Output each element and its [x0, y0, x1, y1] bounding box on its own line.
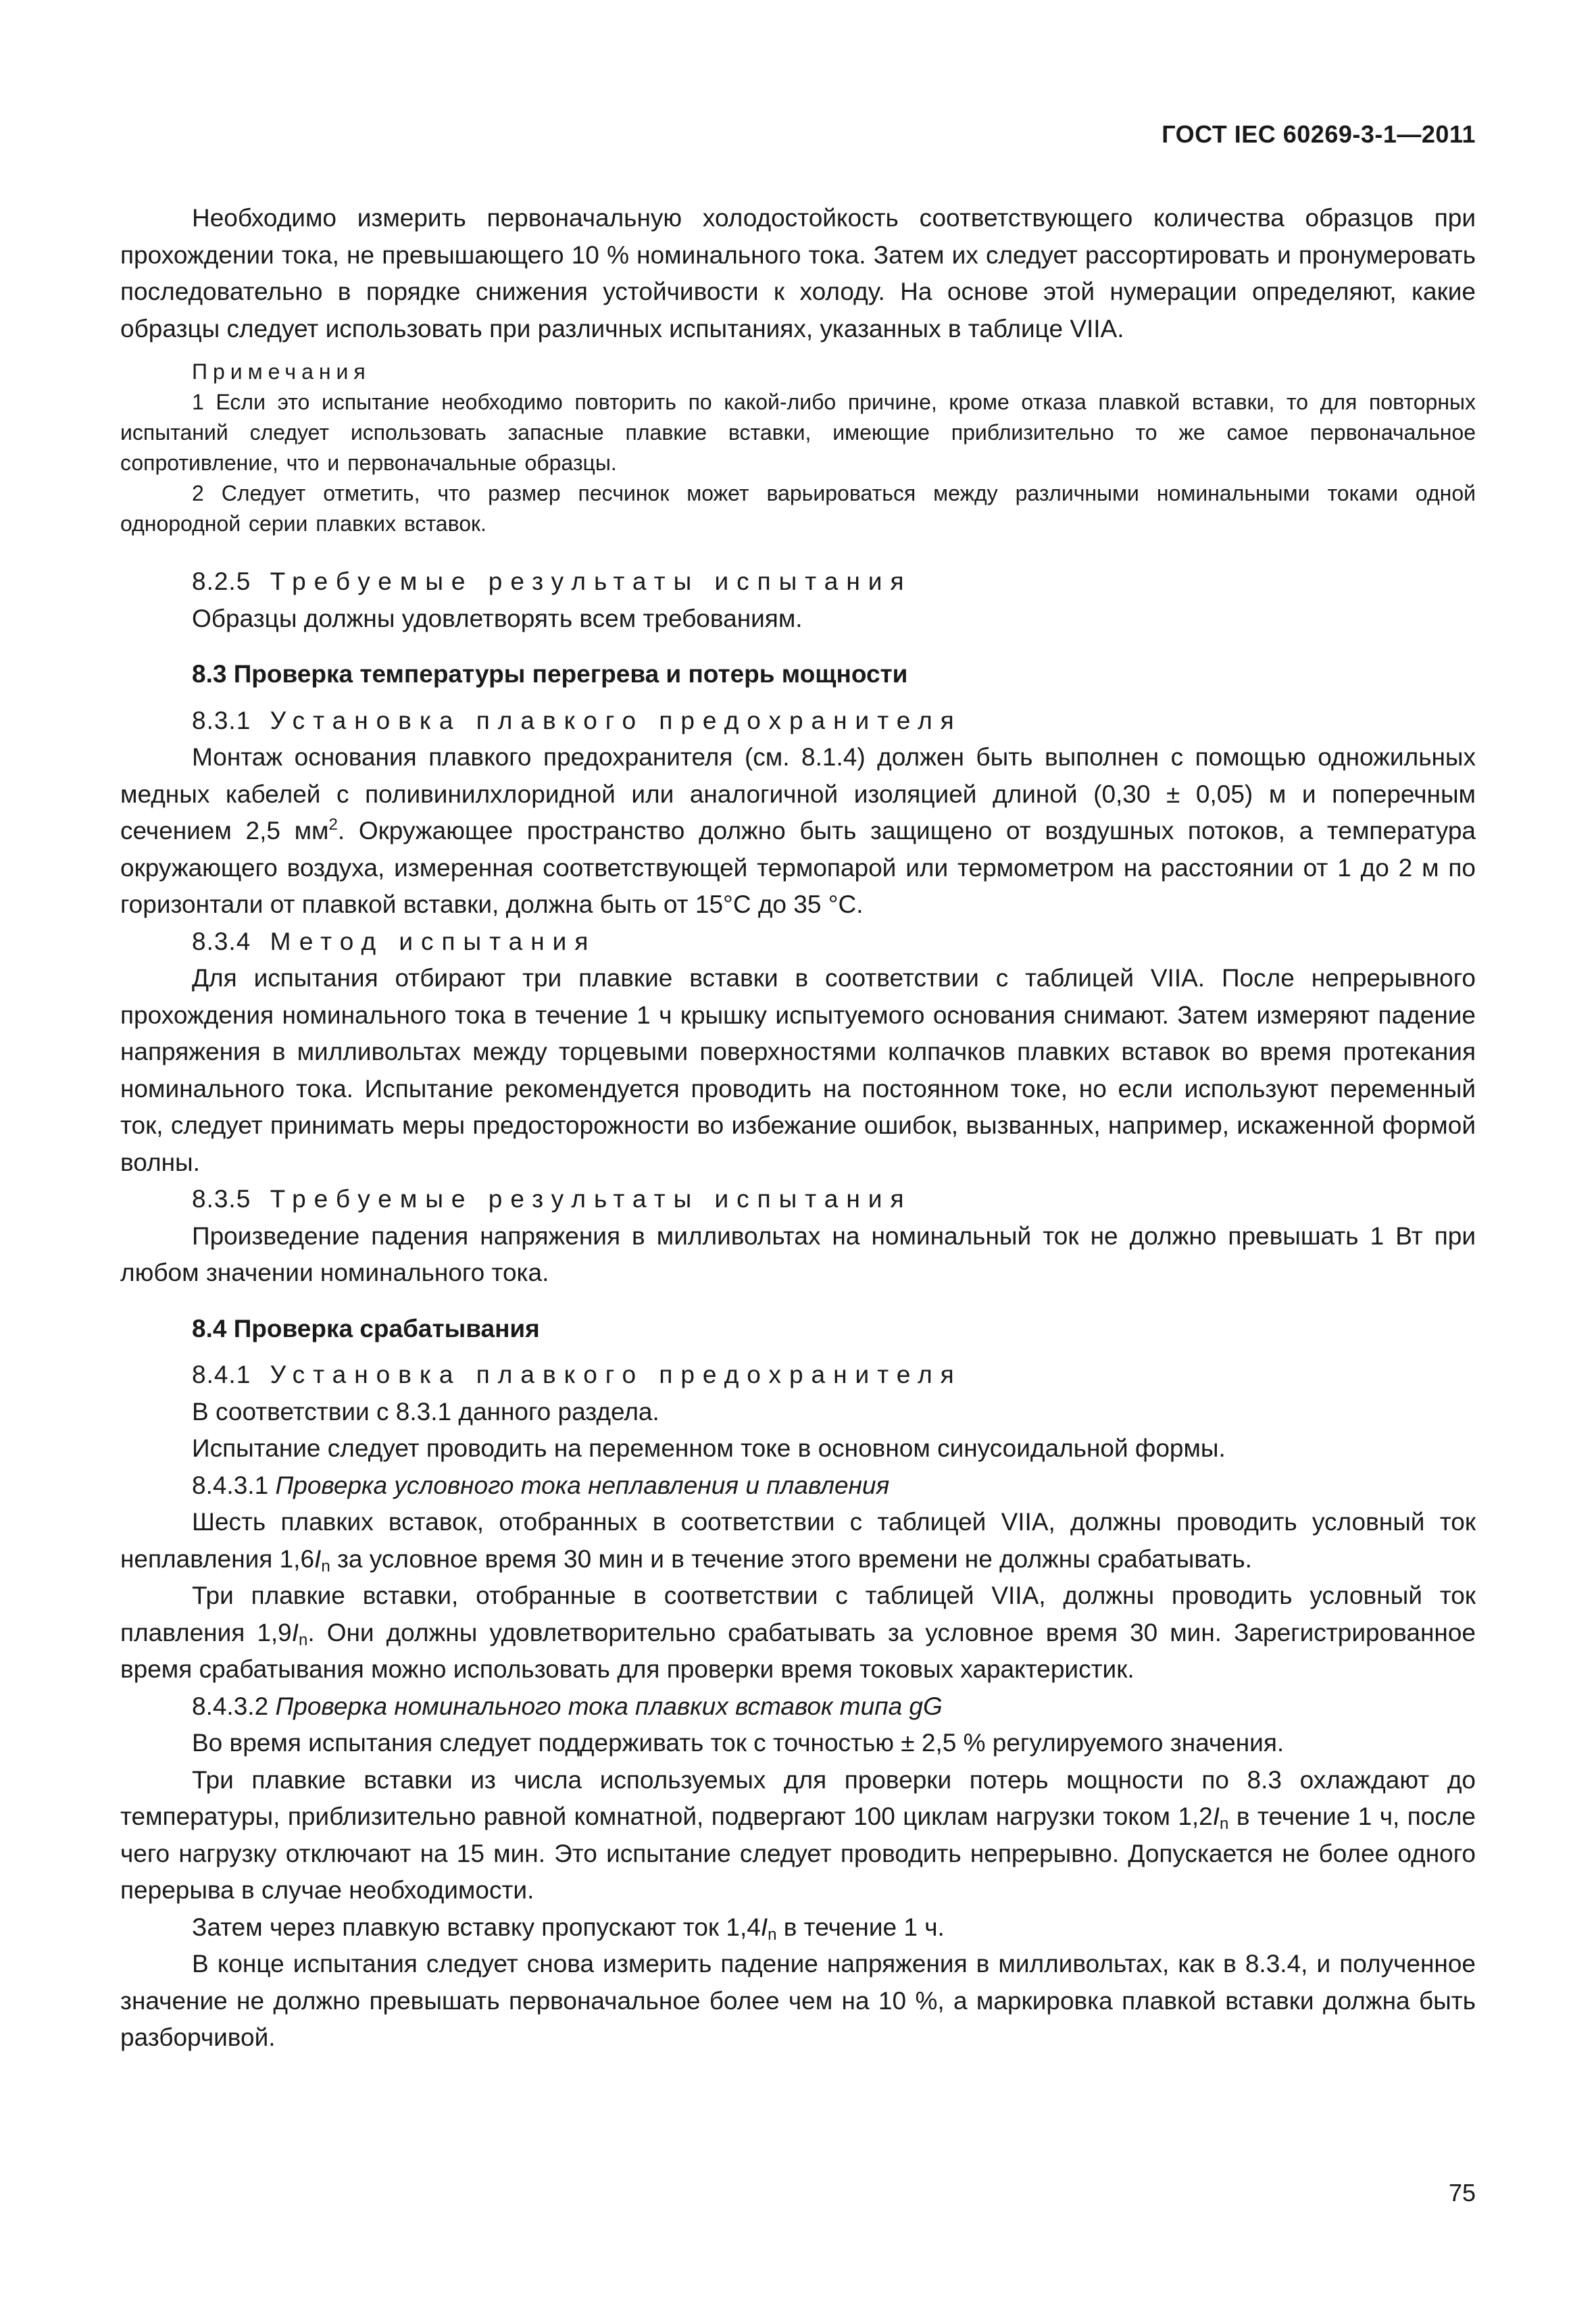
text-run: за условное время 30 мин и в течение этого времени не должны срабатывать.: [330, 1544, 1252, 1573]
section-8-4-1-text-2: Испытание следует проводить на переменном токе в основном синусоидальной формы.: [192, 1434, 1226, 1462]
section-8-3-5-heading: [120, 1181, 1476, 1218]
section-8-4-3-1-text-1: [120, 1504, 1476, 1578]
section-8-2-5-text: Образцы должны удовлетворять всем требованиям.: [192, 604, 803, 632]
section-number: 8.3.5: [192, 1185, 251, 1213]
text-run: Монтаж основания плавкого предохранителя (см. 8.1.4) должен быть выполнен с помощью одножильных медных кабелей с поливинилхлоридной или аналогичной изоляцией длиной (0,30 ± 0,05) м и поперечным сечением 2,5 мм: [120, 743, 1476, 845]
section-title: Установка плавкого предохранителя: [270, 706, 962, 734]
note-1: 1 Если это испытание необходимо повторить по какой-либо причине, кроме отказа плавкой вставки, то для повторных испытаний следует использовать запасные плавкие вставки, имеющие приблизительно то же самое первоначальное сопротивление, что и первоначальные образцы.: [120, 390, 1476, 475]
section-8-3-1-text: [120, 739, 1476, 924]
section-8-4-heading: 8.4 Проверка срабатывания: [192, 1314, 540, 1342]
notes-label: Примечания: [192, 359, 371, 384]
section-number: 8.2.5: [192, 568, 251, 595]
section-8-4-3-2-text-4: В конце испытания следует снова измерить падение напряжения в милливольтах, как в 8.3.4, и полученное значение не должно превышать первоначальное более чем на 10 %, а маркировка плавкой вставки должна быть разборчивой.: [120, 1950, 1476, 2051]
section-8-4-3-2-text-3: [120, 1909, 1476, 1946]
text-run: . Они должны удовлетворительно срабатывать за условное время 30 мин. Зарегистрированное время срабатывания можно использовать для проверки время токовых характеристик.: [120, 1618, 1476, 1683]
text-run: Три плавкие вставки из числа используемых для проверки потерь мощности по 8.3 охлаждают до температуры, приблизительно равной комнатной, подвергают 100 циклам нагрузки током 1,2: [120, 1765, 1476, 1830]
section-8-4-3-2-text-2: [120, 1762, 1476, 1909]
section-8-2-5-heading: [120, 563, 1476, 601]
text-run: Затем через плавкую вставку пропускают ток 1,4: [192, 1913, 761, 1941]
current-symbol: I: [291, 1618, 299, 1646]
section-title: Проверка условного тока неплавления и плавления: [275, 1471, 890, 1499]
section-8-3-1-heading: [120, 703, 1476, 740]
subscript: n: [1220, 1815, 1229, 1833]
section-8-3-4-text: Для испытания отбирают три плавкие вставки в соответствии с таблицей VIIA. После непрерывного прохождения номинального тока в течение 1 ч крышку испытуемого основания снимают. Затем измеряют падение напряжения в милливольтах между торцевыми поверхностями колпачков плавких вставок во время протекания номинального тока. Испытание рекомендуется проводить на постоянном токе, но если используют переменный ток, следует принимать меры предосторожности во избежание ошибок, вызванных, например, искаженной формой волны.: [120, 964, 1476, 1176]
section-title: Установка плавкого предохранителя: [270, 1361, 962, 1388]
current-symbol: I: [1212, 1803, 1220, 1830]
text-run: в течение 1 ч.: [776, 1913, 945, 1941]
page-number: 75: [1448, 2179, 1476, 2207]
text-run: Три плавкие вставки, отобранные в соответствии с таблицей VIIA, должны проводить условный ток плавления 1,9: [120, 1582, 1476, 1646]
section-number: 8.3.4: [192, 927, 251, 955]
section-8-4-3-2-heading: [120, 1688, 1476, 1726]
page-content: [120, 200, 1476, 2057]
superscript: 2: [328, 815, 338, 834]
section-8-4-3-1-text-2: [120, 1578, 1476, 1688]
current-symbol: I: [760, 1913, 768, 1941]
document-id: ГОСТ IEC 60269-3-1—2011: [1162, 120, 1476, 148]
section-8-4-1-text-1: В соответствии с 8.3.1 данного раздела.: [192, 1397, 659, 1426]
section-number: 8.3.1: [192, 706, 251, 734]
section-number: 8.4.3.1: [192, 1471, 269, 1499]
section-number: 8.4.1: [192, 1361, 251, 1388]
section-title: Проверка номинального тока плавких вставок типа gG: [275, 1692, 943, 1720]
text-run: в течение 1 ч, после чего нагрузку отключают на 15 мин. Это испытание следует проводить непрерывно. Допускается не более одного перерыва в случае необходимости.: [120, 1803, 1476, 1904]
section-title: Метод испытания: [270, 927, 597, 955]
section-8-4-1-heading: [120, 1357, 1476, 1394]
text-run: Шесть плавких вставок, отобранных в соответствии с таблицей VIIA, должны проводить условный ток неплавления 1,6: [120, 1508, 1476, 1573]
section-8-3-5-text: Произведение падения напряжения в милливольтах на номинальный ток не должно превышать 1 Вт при любом значении номинального тока.: [120, 1222, 1476, 1286]
section-title: Требуемые результаты испытания: [270, 1185, 912, 1213]
current-symbol: I: [314, 1544, 322, 1573]
section-title: Требуемые результаты испытания: [270, 568, 912, 595]
subscript: n: [299, 1630, 308, 1649]
note-2: 2 Следует отметить, что размер песчинок может варьироваться между различными номинальными токами одной однородной серии плавких вставок.: [120, 481, 1476, 536]
subscript: n: [768, 1925, 777, 1944]
section-8-3-heading: 8.3 Проверка температуры перегрева и потерь мощности: [192, 660, 908, 688]
intro-paragraph: Необходимо измерить первоначальную холодостойкость соответствующего количества образцов при прохождении тока, не превышающего 10 % номинального тока. Затем их следует рассортировать и пронумеровать последовательно в порядке снижения устойчивости к холоду. На основе этой нумерации определяют, какие образцы следует использовать при различных испытаниях, указанных в таблице VIIA.: [120, 204, 1476, 343]
section-8-4-3-2-text-1: Во время испытания следует поддерживать ток с точностью ± 2,5 % регулируемого значения.: [192, 1729, 1285, 1757]
section-8-4-3-1-heading: [120, 1467, 1476, 1505]
text-run: . Окружающее пространство должно быть защищено от воздушных потоков, а температура окружающего воздуха, измеренная соответствующей термопарой или термометром на расстоянии от 1 до 2 м по горизонтали от плавкой вставки, должна быть от 15°C до 35 °C.: [120, 817, 1476, 918]
subscript: n: [321, 1557, 330, 1576]
section-8-3-4-heading: [120, 924, 1476, 961]
section-number: 8.4.3.2: [192, 1692, 269, 1720]
